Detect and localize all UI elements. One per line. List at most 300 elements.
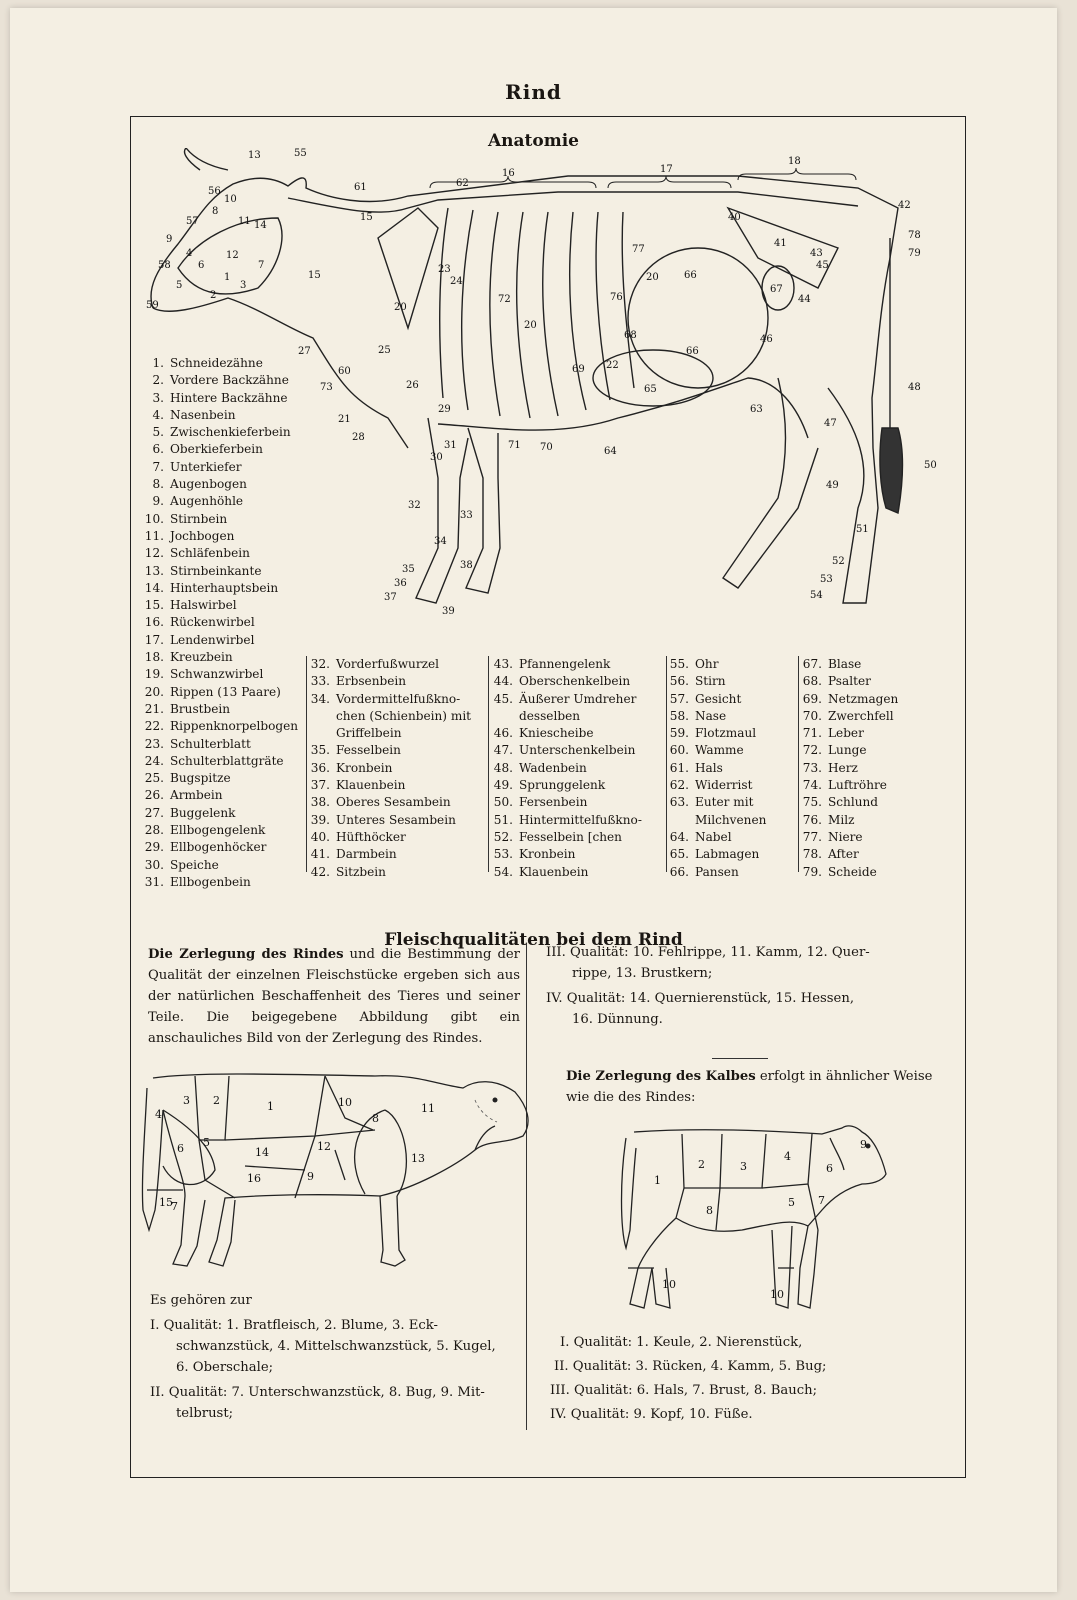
legend-item-number: 28. — [144, 823, 164, 838]
rind-quality-1: I. Qualität: 1. Bratfleisch, 2. Blume, 3. Eck- — [150, 1318, 438, 1333]
legend-item — [800, 760, 898, 777]
legend-item-number: 11. — [144, 528, 164, 543]
legend-item-label: Griffelbein — [336, 726, 402, 741]
legend-item-number: 7. — [152, 459, 164, 474]
svg-text:8: 8 — [212, 206, 219, 217]
legend-item-label: Schwanzwirbel — [170, 667, 264, 682]
svg-text:2: 2 — [210, 290, 217, 301]
legend-item — [142, 805, 298, 822]
legend-item — [800, 742, 898, 759]
legend-item-number: 25. — [144, 771, 164, 786]
kalb-qualities — [550, 1332, 930, 1425]
svg-text:38: 38 — [460, 560, 473, 571]
svg-text:11: 11 — [238, 216, 251, 227]
legend-item-number: 8. — [152, 477, 164, 492]
legend-item — [142, 597, 298, 614]
legend-item-number: 29. — [144, 840, 164, 855]
legend-item — [667, 725, 766, 742]
kalb-quality-1: I. Qualität: 1. Keule, 2. Nierenstück, — [560, 1335, 803, 1350]
svg-text:25: 25 — [378, 345, 391, 356]
legend-item — [800, 725, 898, 742]
legend-item-number: 53. — [493, 847, 513, 862]
svg-text:20: 20 — [524, 320, 537, 331]
legend-item-number: 41. — [310, 847, 330, 862]
legend-item — [667, 760, 766, 777]
legend-item-number: 70. — [802, 708, 822, 723]
legend-item-number: 33. — [310, 674, 330, 689]
legend-item-label: Ellbogenhöcker — [170, 840, 267, 855]
kalb-intro-text-2: wie die des Rindes: — [566, 1090, 696, 1105]
svg-text:53: 53 — [820, 574, 833, 585]
legend-item-number: 36. — [310, 760, 330, 775]
rind-quality-3-cont: rippe, 13. Brustkern; — [572, 966, 713, 981]
legend-item-number: 76. — [802, 812, 822, 827]
svg-text:79: 79 — [908, 248, 921, 259]
legend-item-number: 63. — [669, 795, 689, 810]
legend-item-number: 6. — [152, 442, 164, 457]
legend-item-number: 3. — [152, 390, 164, 405]
legend-item — [142, 857, 298, 874]
legend-item-label: Wamme — [695, 743, 744, 758]
legend-item-number: 27. — [144, 805, 164, 820]
legend-item-number: 44. — [493, 674, 513, 689]
legend-item-label: Schulterblattgräte — [170, 753, 284, 768]
section-divider — [712, 1058, 768, 1059]
rind-quality-2: II. Qualität: 7. Unterschwanzstück, 8. Bug, 9. Mit- — [150, 1385, 485, 1400]
kalb-quality-3: III. Qualität: 6. Hals, 7. Brust, 8. Bauch; — [550, 1383, 818, 1398]
legend-item — [667, 691, 766, 708]
svg-text:66: 66 — [684, 270, 697, 281]
legend-item — [142, 874, 298, 891]
svg-text:21: 21 — [338, 414, 351, 425]
svg-text:72: 72 — [498, 294, 511, 305]
legend-item-number: 17. — [144, 632, 164, 647]
svg-text:49: 49 — [826, 480, 839, 491]
legend-item — [667, 742, 766, 759]
legend-item-number: 30. — [144, 857, 164, 872]
kalb-intro-bold: Die Zerlegung des Kalbes — [566, 1069, 756, 1084]
legend-item-number: 35. — [310, 743, 330, 758]
svg-text:4: 4 — [186, 248, 193, 259]
svg-text:9: 9 — [860, 1138, 867, 1151]
legend-item-number: 56. — [669, 674, 689, 689]
svg-text:16: 16 — [247, 1172, 261, 1185]
svg-text:1: 1 — [654, 1174, 661, 1187]
legend-item-number: 60. — [669, 743, 689, 758]
legend-item-label: Pansen — [695, 864, 739, 879]
legend-item-label: Niere — [828, 829, 863, 844]
legend-item-label: Milchvenen — [695, 812, 767, 827]
legend-item-label: Pfannengelenk — [519, 657, 611, 671]
svg-text:48: 48 — [908, 382, 921, 393]
legend-item-label: Nase — [695, 708, 727, 723]
legend-item-number: 14. — [144, 580, 164, 595]
legend-item-label: Äußerer Umdreher — [519, 691, 637, 706]
svg-text:61: 61 — [354, 182, 367, 193]
svg-text:41: 41 — [774, 238, 787, 249]
svg-text:64: 64 — [604, 446, 617, 457]
legend-item-label: Rückenwirbel — [170, 615, 255, 630]
legend-item — [800, 846, 898, 863]
legend-item-label: Zwischenkieferbein — [170, 425, 291, 440]
legend-item-label: Halswirbel — [170, 598, 237, 613]
svg-text:52: 52 — [832, 556, 845, 567]
svg-text:16: 16 — [502, 168, 515, 179]
legend-item-number: 20. — [144, 684, 164, 699]
legend-column-1 — [142, 355, 298, 891]
svg-text:62: 62 — [456, 178, 469, 189]
legend-item-number: 78. — [802, 847, 822, 862]
svg-text:20: 20 — [646, 272, 659, 283]
svg-text:14: 14 — [255, 1146, 269, 1159]
legend-item-number: 71. — [802, 726, 822, 741]
legend-item-label: Herz — [828, 760, 858, 775]
legend-item — [142, 753, 298, 770]
legend-item-label: Vorderfußwurzel — [336, 657, 440, 671]
svg-text:2: 2 — [698, 1158, 705, 1171]
meat-quality-heading: Fleischqualitäten bei dem Rind — [384, 930, 683, 950]
legend-item — [667, 812, 766, 829]
legend-item — [142, 718, 298, 735]
svg-text:76: 76 — [610, 292, 623, 303]
legend-item-number: 58. — [669, 708, 689, 723]
legend-item — [491, 864, 642, 881]
legend-item-number: 75. — [802, 795, 822, 810]
svg-text:50: 50 — [924, 460, 937, 471]
legend-item — [142, 390, 298, 407]
legend-item-label: Fesselbein [chen — [519, 829, 622, 844]
legend-item — [800, 794, 898, 811]
svg-text:54: 54 — [810, 590, 823, 601]
legend-item-number: 24. — [144, 753, 164, 768]
legend-item — [667, 846, 766, 863]
svg-text:13: 13 — [248, 150, 261, 161]
svg-text:26: 26 — [406, 380, 419, 391]
legend-item — [800, 864, 898, 881]
svg-text:6: 6 — [177, 1142, 184, 1155]
legend-item-number: 9. — [152, 494, 164, 509]
svg-text:7: 7 — [818, 1194, 825, 1207]
svg-text:46: 46 — [760, 334, 773, 345]
svg-text:65: 65 — [644, 384, 657, 395]
legend-item-number: 50. — [493, 795, 513, 810]
legend-item-label: Flotzmaul — [695, 726, 757, 741]
svg-text:67: 67 — [770, 284, 783, 295]
legend-item-label: Augenbogen — [170, 477, 247, 492]
legend-item-label: Sprunggelenk — [519, 778, 606, 793]
svg-text:15: 15 — [159, 1196, 173, 1209]
legend-item — [308, 846, 471, 863]
svg-text:1: 1 — [267, 1100, 274, 1113]
legend-item-label: Schulterblatt — [170, 736, 251, 751]
legend-item-label: Buggelenk — [170, 805, 236, 820]
legend-item — [142, 511, 298, 528]
svg-text:60: 60 — [338, 366, 351, 377]
legend-item-label: Klauenbein — [519, 864, 589, 879]
svg-text:9: 9 — [166, 234, 173, 245]
legend-item — [491, 794, 642, 811]
legend-item-number: 48. — [493, 760, 513, 775]
legend-item-number: 66. — [669, 864, 689, 879]
legend-item — [308, 864, 471, 881]
kalb-intro-text: erfolgt in ähnlicher Weise — [755, 1069, 933, 1084]
svg-text:10: 10 — [338, 1096, 352, 1109]
legend-item-number: 31. — [144, 874, 164, 889]
legend-item-label: Kniescheibe — [519, 726, 594, 741]
legend-item — [667, 777, 766, 794]
legend-item — [800, 812, 898, 829]
svg-text:55: 55 — [294, 148, 307, 159]
svg-text:44: 44 — [798, 294, 811, 305]
svg-text:23: 23 — [438, 264, 451, 275]
legend-item — [142, 770, 298, 787]
svg-text:51: 51 — [856, 524, 869, 535]
legend-item — [491, 708, 642, 725]
legend-divider — [306, 656, 307, 872]
legend-item-label: Kronbein — [336, 760, 393, 775]
svg-text:3: 3 — [183, 1094, 190, 1107]
legend-item — [491, 725, 642, 742]
anatomy-heading: Anatomie — [487, 131, 580, 151]
legend-item — [491, 656, 642, 673]
svg-text:30: 30 — [430, 452, 443, 463]
legend-item-label: Schneidezähne — [170, 356, 263, 370]
legend-item-number: 39. — [310, 812, 330, 827]
legend-divider — [798, 656, 799, 872]
legend-item-label: Darmbein — [336, 847, 397, 862]
svg-text:12: 12 — [317, 1140, 331, 1153]
svg-text:43: 43 — [810, 248, 823, 259]
legend-item-label: Kreuzbein — [170, 650, 233, 665]
svg-text:22: 22 — [606, 360, 619, 371]
legend-item-number: 10. — [144, 511, 164, 526]
svg-text:5: 5 — [788, 1196, 795, 1209]
legend-item — [142, 545, 298, 562]
svg-text:27: 27 — [298, 346, 311, 357]
legend-item-number: 40. — [310, 829, 330, 844]
legend-item-number: 72. — [802, 743, 822, 758]
legend-item — [667, 708, 766, 725]
legend-item-label: After — [828, 847, 859, 862]
legend-item-number: 21. — [144, 701, 164, 716]
legend-item — [142, 580, 298, 597]
svg-text:5: 5 — [176, 280, 183, 291]
legend-item — [142, 649, 298, 666]
svg-text:77: 77 — [632, 244, 645, 255]
legend-item — [800, 691, 898, 708]
svg-text:68: 68 — [624, 330, 637, 341]
legend-item-number: 77. — [802, 829, 822, 844]
kalb-quality-2: II. Qualität: 3. Rücken, 4. Kamm, 5. Bug; — [554, 1359, 827, 1374]
legend-item — [667, 864, 766, 881]
legend-item-number: 79. — [802, 864, 822, 879]
legend-item-label: Rippenknorpelbogen — [170, 719, 299, 734]
legend-item-label: Gesicht — [695, 691, 742, 706]
legend-item — [491, 846, 642, 863]
legend-item-number: 26. — [144, 788, 164, 803]
legend-item-label: Lendenwirbel — [170, 632, 255, 647]
beef-cuts-diagram — [135, 1070, 535, 1280]
legend-item-label: Brustbein — [170, 701, 231, 716]
es-gehoeren-text: Es gehören zur — [150, 1293, 252, 1308]
legend-item-number: 1. — [152, 356, 164, 370]
svg-text:70: 70 — [540, 442, 553, 453]
legend-item-number: 23. — [144, 736, 164, 751]
legend-item — [142, 614, 298, 631]
rind-quality-4: IV. Qualität: 14. Quernierenstück, 15. Hessen, — [546, 991, 855, 1006]
legend-item — [142, 787, 298, 804]
legend-item — [800, 777, 898, 794]
legend-item-label: Hintere Backzähne — [170, 390, 288, 405]
svg-text:13: 13 — [411, 1152, 425, 1165]
legend-item-number: 5. — [152, 425, 164, 440]
legend-item-label: Stirnbein — [170, 511, 228, 526]
legend-item-label: Zwerchfell — [828, 708, 894, 723]
rind-quality-2-cont: telbrust; — [176, 1406, 234, 1421]
legend-item — [308, 656, 471, 673]
rind-intro-text: und die Bestimmung der Qualität der einzelnen Fleischstücke ergeben sich aus der natürlichen Beschaffenheit des Tieres und seiner Teile. Die beigegebene Abbildung gibt ein anschauliches Bild von der Zerlegung des Rindes. — [148, 947, 520, 1046]
legend-item-label: Sitzbein — [336, 864, 386, 879]
svg-text:45: 45 — [816, 260, 829, 271]
svg-text:56: 56 — [208, 186, 221, 197]
legend-item-label: Schlund — [828, 795, 879, 810]
legend-item-number: 45. — [493, 691, 513, 706]
legend-item — [308, 760, 471, 777]
legend-item — [142, 684, 298, 701]
legend-item — [308, 725, 471, 742]
legend-item-label: Vordermittelfußkno- — [336, 691, 461, 706]
legend-item-number: 73. — [802, 760, 822, 775]
svg-text:69: 69 — [572, 364, 585, 375]
legend-item — [667, 794, 766, 811]
legend-item-label: Jochbogen — [170, 528, 235, 543]
legend-item — [308, 673, 471, 690]
legend-item-label: Oberschenkelbein — [519, 674, 631, 689]
legend-item-label: Netzmagen — [828, 691, 899, 706]
legend-item-label: Vordere Backzähne — [170, 373, 289, 388]
legend-item-label: Hintermittelfußkno- — [519, 812, 642, 827]
svg-text:3: 3 — [240, 280, 247, 291]
legend-item-label: Ohr — [695, 657, 719, 671]
legend-item-number: 13. — [144, 563, 164, 578]
svg-text:15: 15 — [360, 212, 373, 223]
svg-text:37: 37 — [384, 592, 397, 603]
legend-item-number: 57. — [669, 691, 689, 706]
legend-item-label: Labmagen — [695, 847, 760, 862]
svg-text:10: 10 — [224, 194, 237, 205]
page — [10, 8, 1057, 1592]
legend-item-number: 55. — [669, 657, 689, 671]
legend-item-label: Fersenbein — [519, 795, 588, 810]
legend-item-number: 16. — [144, 615, 164, 630]
legend-item-number: 19. — [144, 667, 164, 682]
legend-item-label: Klauenbein — [336, 778, 406, 793]
svg-text:28: 28 — [352, 432, 365, 443]
legend-item-number: 12. — [144, 546, 164, 561]
legend-item-label: Ellbogengelenk — [170, 823, 266, 838]
kalb-quality-4: IV. Qualität: 9. Kopf, 10. Füße. — [550, 1407, 753, 1422]
legend-item — [142, 736, 298, 753]
svg-text:35: 35 — [402, 564, 415, 575]
legend-item-label: Nasenbein — [170, 407, 236, 422]
svg-text:59: 59 — [146, 300, 159, 311]
rind-quality-1-cont: 6. Oberschale; — [176, 1360, 274, 1375]
legend-column-3 — [491, 656, 642, 881]
legend-item-label: chen (Schienbein) mit — [336, 708, 472, 723]
legend-column-4 — [667, 656, 766, 881]
legend-item-number: 38. — [310, 795, 330, 810]
legend-item-label: Bugspitze — [170, 771, 231, 786]
legend-item-number: 32. — [310, 657, 330, 671]
legend-item — [142, 701, 298, 718]
svg-text:3: 3 — [740, 1160, 747, 1173]
legend-item-label: Lunge — [828, 743, 867, 758]
legend-item — [308, 777, 471, 794]
legend-item-label: Oberes Sesambein — [336, 795, 451, 810]
legend-item-label: Hinterhauptsbein — [170, 580, 279, 595]
legend-item-label: Wadenbein — [519, 760, 587, 775]
legend-divider — [666, 656, 667, 872]
legend-item — [800, 829, 898, 846]
svg-text:39: 39 — [442, 606, 455, 617]
legend-item-label: Hals — [695, 760, 723, 775]
svg-text:9: 9 — [307, 1170, 314, 1183]
legend-item — [142, 563, 298, 580]
legend-item — [142, 666, 298, 683]
legend-item-label: Schläfenbein — [170, 546, 250, 561]
legend-item — [667, 829, 766, 846]
legend-item-label: Luftröhre — [828, 778, 887, 793]
legend-item-number: 18. — [144, 650, 164, 665]
legend-item-label: Widerrist — [695, 778, 753, 793]
legend-item-number: 49. — [493, 778, 513, 793]
rind-qualities-continued — [546, 942, 936, 1030]
legend-item-number: 62. — [669, 778, 689, 793]
legend-item-number: 67. — [802, 657, 822, 671]
svg-text:8: 8 — [706, 1204, 713, 1217]
legend-item-number: 61. — [669, 760, 689, 775]
legend-item — [142, 441, 298, 458]
legend-item-label: Nabel — [695, 829, 732, 844]
svg-text:6: 6 — [826, 1162, 833, 1175]
svg-text:31: 31 — [444, 440, 457, 451]
legend-item — [800, 656, 898, 673]
legend-item-label: Unterkiefer — [170, 459, 242, 474]
legend-item — [142, 528, 298, 545]
svg-text:6: 6 — [198, 260, 205, 271]
svg-text:42: 42 — [898, 200, 911, 211]
legend-item — [142, 476, 298, 493]
legend-item-number: 2. — [152, 373, 164, 388]
svg-text:24: 24 — [450, 276, 463, 287]
legend-item-number: 46. — [493, 726, 513, 741]
legend-item-label: Leber — [828, 726, 864, 741]
svg-text:40: 40 — [728, 212, 741, 223]
svg-text:66: 66 — [686, 346, 699, 357]
svg-text:15: 15 — [308, 270, 321, 281]
legend-item-number: 34. — [310, 691, 330, 706]
svg-text:7: 7 — [258, 260, 265, 271]
calf-cuts-diagram — [612, 1118, 902, 1318]
legend-item-number: 37. — [310, 778, 330, 793]
svg-text:4: 4 — [784, 1150, 791, 1163]
legend-column-2 — [308, 656, 471, 881]
legend-item — [491, 742, 642, 759]
legend-item-label: Armbein — [170, 788, 223, 803]
svg-text:10: 10 — [770, 1288, 784, 1301]
svg-text:63: 63 — [750, 404, 763, 415]
legend-item-number: 65. — [669, 847, 689, 862]
